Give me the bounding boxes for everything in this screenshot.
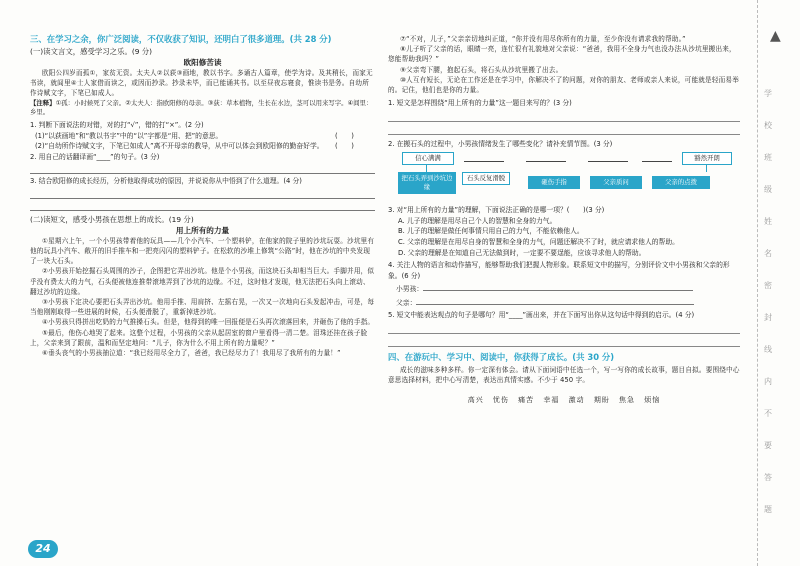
section-3-title: 三、在学习之余，你广泛阅读，不仅收获了知识，还明白了很多道理。(共 28 分)	[30, 34, 332, 44]
story-2-p3: ③小男孩下定决心要把石头弄出沙坑。他用手推、用肩挤、左摇右晃，一次又一次地向石头发起冲击，可是，每当他刚刚取得一些进展的时候，石头便滑脱了，重新掉进沙坑。	[30, 297, 375, 317]
left-q1a-text: (1)“以荻画地”和“教以书字”中的“以”字都是“用、把”的意思。	[35, 131, 223, 140]
binding-char: 要	[764, 441, 772, 450]
subsection-1-title: (一)读文言文，感受学习之乐。(9 分)	[30, 47, 153, 56]
story-2-p1: ①星期六上午，一个小男孩带着他的玩具——几个小汽车、一个塑料铲，在他家的院子里的沙坑玩耍。沙坑里有他的玩具小汽车、敞开的旧手推车和一把亮闪闪的塑料铲子。在松软的沙堆上修筑“公路”时，他在沙坑的中央发现了一块大石头。	[30, 236, 375, 266]
option-b[interactable]: B. 儿子的理解是做任何事情只用自己的力气，不能依赖他人。	[398, 227, 584, 236]
section-4-title: 四、在游玩中、学习中、阅读中，你获得了成长。(共 30 分)	[388, 351, 615, 362]
seal-line	[757, 0, 758, 566]
story-2-p9: ⑨父亲弯下腰，抱起石头，将石头从沙坑里搬了出去。	[400, 65, 563, 74]
binding-char: 密	[764, 281, 772, 290]
story-2-p5: ⑤最后，他伤心地哭了起来。这整个过程，小男孩的父亲从起居室的窗户里看得一清二楚。泪珠还挂在孩子脸上，父亲来到了跟前，温和而坚定地问：“儿子，你为什么不用上所有的力量呢？”	[30, 328, 368, 347]
flow-top-1: 信心满满	[402, 152, 454, 165]
section-4-prompt: 成长的滋味多种多样。你一定深有体会。请从下面词语中任选一个，写一写你的成长故事，题目自拟。要围绕中心意思选择材料，把中心写清楚，表达出真情实感。不少于 450 字。	[388, 365, 740, 384]
flow-bottom-4: 父亲质问	[590, 176, 642, 189]
flow-connector	[426, 164, 427, 172]
left-column	[30, 34, 375, 358]
binding-char: 内	[764, 377, 772, 386]
option-c[interactable]: C. 父亲的理解是在用尽自身的智慧和全身的力气，问题还解决不了时，就应请求他人的帮助。	[398, 237, 679, 246]
option-d[interactable]: D. 父亲的理解是在知道自己无法做到时，一定要不要逞能，应该寻求他人的帮助。	[398, 248, 646, 257]
binding-char: 答	[764, 473, 772, 482]
notes-text: ①孤：小时候死了父亲。②太夫人：指欧阳修的母亲。③荻：草本植物，生长在水边，茎可以用来写字。④闾里：乡里。	[30, 98, 373, 117]
flow-top-2: 豁然开朗	[682, 152, 732, 165]
left-q2-answer-line[interactable]	[30, 162, 375, 174]
left-q3-answer-line-1[interactable]	[30, 187, 375, 199]
q1b-answer-paren[interactable]: ( )	[335, 142, 354, 151]
page-number: 24	[28, 540, 58, 558]
story-1-text: 欧阳公四岁而孤①，家贫无资。太夫人②以荻③画地，教以书字。多诵古人篇章，使学为诗。及其稍长，而家无书读，就闾里④士人家借而读之，或因而抄录。抄录未毕，而已能诵其书。以至昼夜忘寝食，惟读书是务。自幼所作诗赋文字，下笔已如成人。	[30, 69, 373, 98]
father-answer-line[interactable]	[416, 295, 694, 305]
left-q1b-text: (2)“自幼所作诗赋文字，下笔已如成人”离不开母亲的教导，从中可以体会到欧阳修的勤奋好学。	[35, 142, 324, 151]
subsection-2-title: (二)读短文，感受小男孩在思想上的成长。(19 分)	[30, 214, 194, 224]
story-2-p10: ⑩人互有短长，无论在工作还是在学习中，你解决不了的问题，对你的朋友、老师或亲人来说，可能就是轻而易举的。记住，他们也是你的力量。	[388, 75, 740, 95]
story-2-p4: ④小男孩只得拼出吃奶的力气推搡石头。但是，他得到的唯一回报便是石头再次滚落回来，并砸伤了他的手指。	[42, 318, 375, 327]
binding-char: 班	[764, 153, 772, 162]
right-q1-answer-line-1[interactable]	[388, 109, 740, 122]
right-q2: 2. 在搬石头的过程中，小男孩情绪发生了哪些变化？请补充情节图。(3 分)	[388, 139, 613, 148]
flow-bottom-5: 父亲的点拨	[652, 176, 710, 189]
story-2-p7: ⑦“不对，儿子，”父亲亲切地纠正道，“你并没有用尽你所有的力量，至少你没有请求我的帮助。”	[400, 35, 686, 43]
notes-label: 【注释】	[30, 98, 56, 107]
option-a[interactable]: A. 儿子的理解是用尽自己个人的智慧和全身的力气。	[398, 216, 557, 225]
story-2-p6: ⑥垂头丧气的小男孩抽泣道：“我已经用尽全力了，爸爸，我已经尽力了！我用尽了我所有的力量！”	[42, 348, 341, 357]
binding-char: 学	[764, 89, 772, 98]
story-2-p8: ⑧儿子听了父亲的话，眼睛一亮，连忙很有礼貌地对父亲说：“爸爸，我用不全身力气也没办法从沙坑里搬出来，您能帮助我吗？”	[388, 45, 736, 64]
left-q3-answer-line-2[interactable]	[30, 199, 375, 211]
left-q1a	[30, 131, 375, 142]
right-q5: 5. 短文中能表达观点的句子是哪句？用“____”画出来，并在下面写出你从这句话中得到的启示。(4 分)	[388, 311, 695, 320]
flow-blank-1[interactable]	[464, 161, 504, 162]
flow-blank-3[interactable]	[588, 161, 628, 162]
right-q1: 1. 短文是怎样围绕“用上所有的力量”这一题目来写的？(3 分)	[388, 99, 572, 108]
boy-answer-line[interactable]	[423, 281, 693, 291]
story-2-p2: ②小男孩开始挖掘石头周围的沙子，企图把它弄出沙坑。他是个小男孩，而这块石头却相当巨大。手脚并用，似乎没有费太大的力气，石头便被他连推带滚地弄到了沙坑的边缘。不过，这时他才发现，他无法把石头向上滚动、翻过沙坑的边缘。	[30, 267, 375, 296]
binding-char: 题	[764, 505, 772, 514]
left-q1b	[30, 141, 375, 152]
story-2-title: 用上所有的力量	[175, 225, 230, 235]
right-q3: 3. 对“用上所有的力量”的理解，下面说法正确的是哪一项？( )(3 分)	[388, 206, 605, 215]
right-q1-answer-line-2[interactable]	[388, 122, 740, 135]
right-q5-answer-line-2[interactable]	[388, 334, 740, 347]
rocket-icon: ▲	[770, 28, 781, 44]
boy-label: 小男孩：	[396, 285, 424, 294]
flow-blank-4[interactable]	[642, 161, 672, 162]
right-q5-answer-line-1[interactable]	[388, 321, 740, 334]
left-q3: 3. 结合欧阳修的成长经历，分析他取得成功的原因，并说说你从中悟到了什么道理。(4 分)	[30, 177, 302, 186]
left-q1: 1. 判断下面说法的对错，对的打“√”，错的打“×”。(2 分)	[30, 121, 204, 130]
father-answer-row	[388, 295, 740, 309]
binding-char: 不	[764, 409, 772, 418]
binding-char: 姓	[764, 217, 772, 226]
binding-char: 级	[764, 185, 772, 194]
boy-answer-row	[388, 281, 740, 295]
left-q2: 2. 用自己的话翻译画“____”的句子。(3 分)	[30, 152, 160, 161]
flow-connector	[706, 164, 707, 172]
binding-char: 校	[764, 121, 772, 130]
binding-char: 线	[764, 345, 772, 354]
flow-bottom-1: 把石头弄到沙坑边缘	[398, 172, 456, 194]
flow-bottom-2: 石头反复滑脱	[462, 172, 510, 185]
right-column	[388, 34, 740, 405]
story-1-title: 欧阳修苦读	[183, 58, 222, 67]
flow-bottom-3: 砸伤手指	[528, 176, 580, 189]
flow-blank-2[interactable]	[526, 161, 566, 162]
binding-strip	[747, 0, 800, 566]
binding-char: 封	[764, 313, 772, 322]
q1a-answer-paren[interactable]: ( )	[335, 131, 354, 140]
plot-diagram	[398, 152, 728, 202]
binding-char: 名	[764, 249, 772, 258]
father-label: 父亲：	[396, 298, 417, 307]
right-q4: 4. 关注人物的语言和动作描写，能够帮助我们把握人物形象。联系短文中的描写，分别评价文中小男孩和父亲的形象。(6 分)	[388, 261, 730, 280]
word-choices: 高兴 忧伤 痛苦 幸福 激动 期盼 焦急 烦恼	[467, 396, 661, 404]
notes	[30, 99, 375, 119]
